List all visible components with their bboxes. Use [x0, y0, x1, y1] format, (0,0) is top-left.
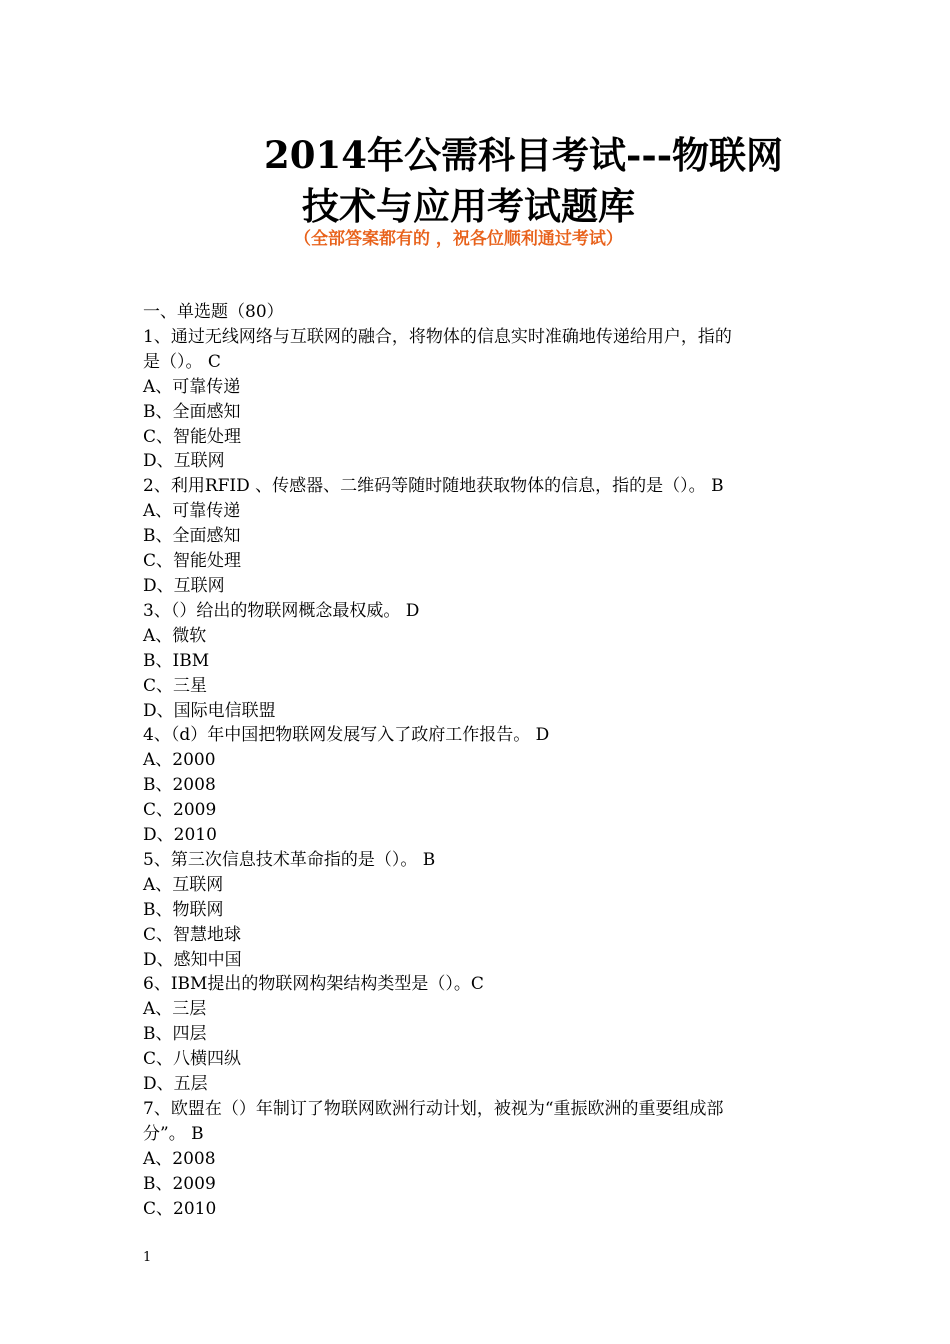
text-line: B、2008	[143, 775, 216, 796]
text-line: 6、IBM提出的物联网构架结构类型是（）。C	[143, 974, 484, 995]
text-line: C、智能处理	[143, 426, 242, 447]
text-line: B、IBM	[143, 650, 210, 671]
text-line: 2、利用RFID 、传感器、二维码等随时随地获取物体的信息，指的是（）。 B	[143, 476, 724, 497]
text-line: 4、（d）年中国把物联网发展写入了政府工作报告。 D	[143, 725, 550, 746]
text-line: D、互联网	[143, 575, 225, 596]
text-line: C、2009	[143, 800, 217, 821]
text-line: B、物联网	[143, 899, 224, 920]
text-line: A、2000	[143, 750, 216, 771]
question-list	[143, 300, 813, 1222]
text-line: B、2009	[143, 1173, 216, 1194]
text-line: C、智能处理	[143, 551, 242, 572]
text-line: A、互联网	[143, 874, 224, 895]
document-title-line-2: 技术与应用考试题库	[302, 184, 635, 228]
text-line: C、三星	[143, 675, 208, 696]
text-line: 分”。 B	[143, 1123, 204, 1144]
text-line: B、全面感知	[143, 401, 241, 422]
text-line: D、感知中国	[143, 949, 242, 970]
text-line: 3、（）给出的物联网概念最权威。 D	[143, 600, 420, 621]
text-line: A、可靠传递	[143, 501, 241, 522]
text-line: C、智慧地球	[143, 924, 242, 945]
text-line: C、八横四纵	[143, 1049, 242, 1070]
text-line: D、五层	[143, 1074, 208, 1095]
text-line: 5、第三次信息技术革命指的是（）。 B	[143, 849, 436, 870]
text-line: B、全面感知	[143, 526, 241, 547]
text-line: D、互联网	[143, 451, 225, 472]
text-line: 一、单选题（80）	[143, 302, 284, 322]
text-line: A、2008	[143, 1148, 216, 1169]
text-line: D、国际电信联盟	[143, 700, 276, 721]
document-subtitle: （全部答案都有的 ，祝各位顺利通过考试）	[294, 229, 623, 249]
text-line: 7、欧盟在（）年制订了物联网欧洲行动计划，被视为“重振欧洲的重要组成部	[143, 1099, 724, 1119]
text-line: 是（）。 C	[143, 351, 221, 372]
text-line: A、微软	[143, 625, 207, 646]
text-line: A、三层	[143, 999, 207, 1020]
document-title-line-1: 2014年公需科目考试---物联网	[264, 133, 784, 177]
page-number: 1	[143, 1250, 152, 1265]
text-line: B、四层	[143, 1024, 207, 1045]
text-line: 1、通过无线网络与互联网的融合，将物体的信息实时准确地传递给用户，指的	[143, 326, 732, 347]
text-line: C、2010	[143, 1198, 217, 1219]
text-line: A、可靠传递	[143, 376, 241, 397]
text-line: D、2010	[143, 825, 217, 846]
